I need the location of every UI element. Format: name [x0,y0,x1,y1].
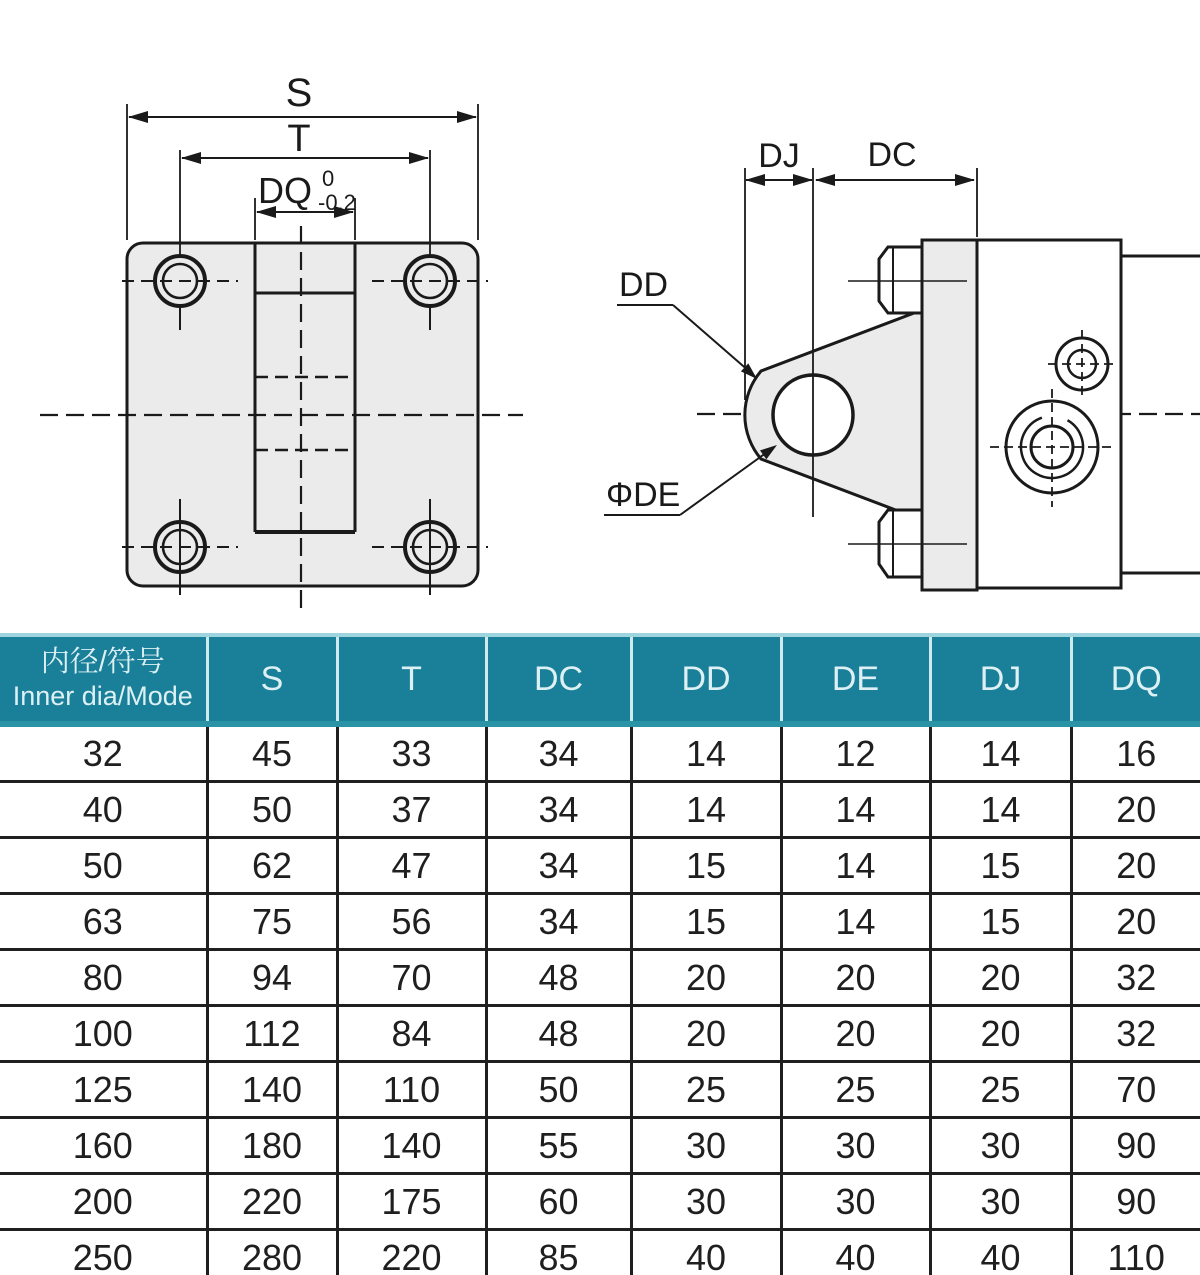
header-row [0,637,1200,724]
side-view [604,136,1200,590]
table-cell: 40 [631,1230,781,1275]
table-cell: 220 [337,1230,486,1275]
table-cell: 40 [930,1230,1071,1275]
table-cell: 30 [631,1174,781,1230]
table-cell: 32 [1071,950,1200,1006]
dim-dc-label: DC [867,136,917,174]
table-cell: 25 [930,1062,1071,1118]
table-cell: 20 [1071,782,1200,838]
table-cell: 47 [337,838,486,894]
dimension-table [0,637,1200,1275]
table-cell: 15 [631,838,781,894]
table-row [0,724,1200,782]
table-cell: 175 [337,1174,486,1230]
table-cell: 90 [1071,1118,1200,1174]
callout-dd [617,266,757,379]
table-cell: 62 [207,838,337,894]
label-dd: DD [619,266,669,304]
flange-plate [922,240,977,590]
dimension-dc [815,168,977,237]
table-cell: 140 [337,1118,486,1174]
table-row [0,1062,1200,1118]
table-cell: 30 [781,1118,930,1174]
table-cell: 60 [486,1174,631,1230]
table-cell: 45 [207,724,337,782]
table-cell: 30 [631,1118,781,1174]
table-cell: 15 [930,894,1071,950]
table-cell: 50 [0,838,207,894]
cylinder-body [977,240,1121,588]
table-cell: 112 [207,1006,337,1062]
table-row [0,1006,1200,1062]
header-col-t: T [337,637,486,724]
table-cell: 100 [0,1006,207,1062]
table-cell: 50 [207,782,337,838]
table-cell: 48 [486,950,631,1006]
table-cell: 20 [930,950,1071,1006]
table-cell: 34 [486,782,631,838]
table-cell: 200 [0,1174,207,1230]
callout-de [604,445,777,515]
table-cell: 12 [781,724,930,782]
table-cell: 25 [631,1062,781,1118]
table-row [0,1230,1200,1275]
table-cell: 34 [486,894,631,950]
table-cell: 30 [781,1174,930,1230]
table-cell: 20 [1071,838,1200,894]
table-cell: 20 [781,950,930,1006]
table-cell: 55 [486,1118,631,1174]
table-row [0,1174,1200,1230]
table-row [0,894,1200,950]
table-cell: 160 [0,1118,207,1174]
table-row [0,838,1200,894]
table-cell: 90 [1071,1174,1200,1230]
dim-t-label: T [287,118,311,160]
table-cell: 180 [207,1118,337,1174]
table-cell: 14 [930,782,1071,838]
table-cell: 33 [337,724,486,782]
dim-dq-label: DQ [258,170,312,211]
header-col-dj: DJ [930,637,1071,724]
table-cell: 250 [0,1230,207,1275]
table-cell: 110 [337,1062,486,1118]
table-cell: 280 [207,1230,337,1275]
table-cell: 34 [486,838,631,894]
front-view [40,71,523,612]
table-row [0,782,1200,838]
table-cell: 25 [781,1062,930,1118]
table-cell: 50 [486,1062,631,1118]
table-cell: 34 [486,724,631,782]
dim-dj-label: DJ [758,137,800,175]
header-col-dc: DC [486,637,631,724]
header-col-dq: DQ [1071,637,1200,724]
table-cell: 220 [207,1174,337,1230]
technical-drawings [0,0,1200,633]
dim-dq-tolerance-lower: -0.2 [318,190,356,215]
header-col-dd: DD [631,637,781,724]
dim-s-label: S [285,71,313,115]
table-cell: 80 [0,950,207,1006]
dimension-table-wrap [0,633,1200,1275]
table-cell: 16 [1071,724,1200,782]
table-cell: 14 [781,782,930,838]
table-cell: 14 [781,838,930,894]
table-cell: 20 [1071,894,1200,950]
table-cell: 15 [930,838,1071,894]
header-model [0,637,207,724]
table-cell: 140 [207,1062,337,1118]
header-model-zh: 内径/符号 [40,646,165,679]
header-model-en: Inner dia/Mode [12,681,193,712]
table-cell: 20 [631,950,781,1006]
table-row [0,1118,1200,1174]
table-cell: 125 [0,1062,207,1118]
header-col-s: S [207,637,337,724]
table-cell: 20 [930,1006,1071,1062]
table-cell: 14 [631,782,781,838]
label-de: ΦDE [606,476,681,514]
table-cell: 37 [337,782,486,838]
table-cell: 14 [930,724,1071,782]
table-cell: 32 [1071,1006,1200,1062]
table-cell: 30 [930,1174,1071,1230]
table-cell: 40 [781,1230,930,1275]
table-cell: 20 [631,1006,781,1062]
table-cell: 94 [207,950,337,1006]
dim-dq-tolerance-upper: 0 [322,166,335,191]
table-cell: 20 [781,1006,930,1062]
table-cell: 70 [1071,1062,1200,1118]
table-cell: 32 [0,724,207,782]
table-cell: 14 [781,894,930,950]
table-cell: 110 [1071,1230,1200,1275]
table-cell: 70 [337,950,486,1006]
table-cell: 30 [930,1118,1071,1174]
table-cell: 15 [631,894,781,950]
table-row [0,950,1200,1006]
table-cell: 56 [337,894,486,950]
header-col-de: DE [781,637,930,724]
table-cell: 75 [207,894,337,950]
table-cell: 40 [0,782,207,838]
table-cell: 85 [486,1230,631,1275]
table-cell: 14 [631,724,781,782]
table-cell: 63 [0,894,207,950]
table-cell: 84 [337,1006,486,1062]
drawings-svg [0,0,1200,633]
table-cell: 48 [486,1006,631,1062]
